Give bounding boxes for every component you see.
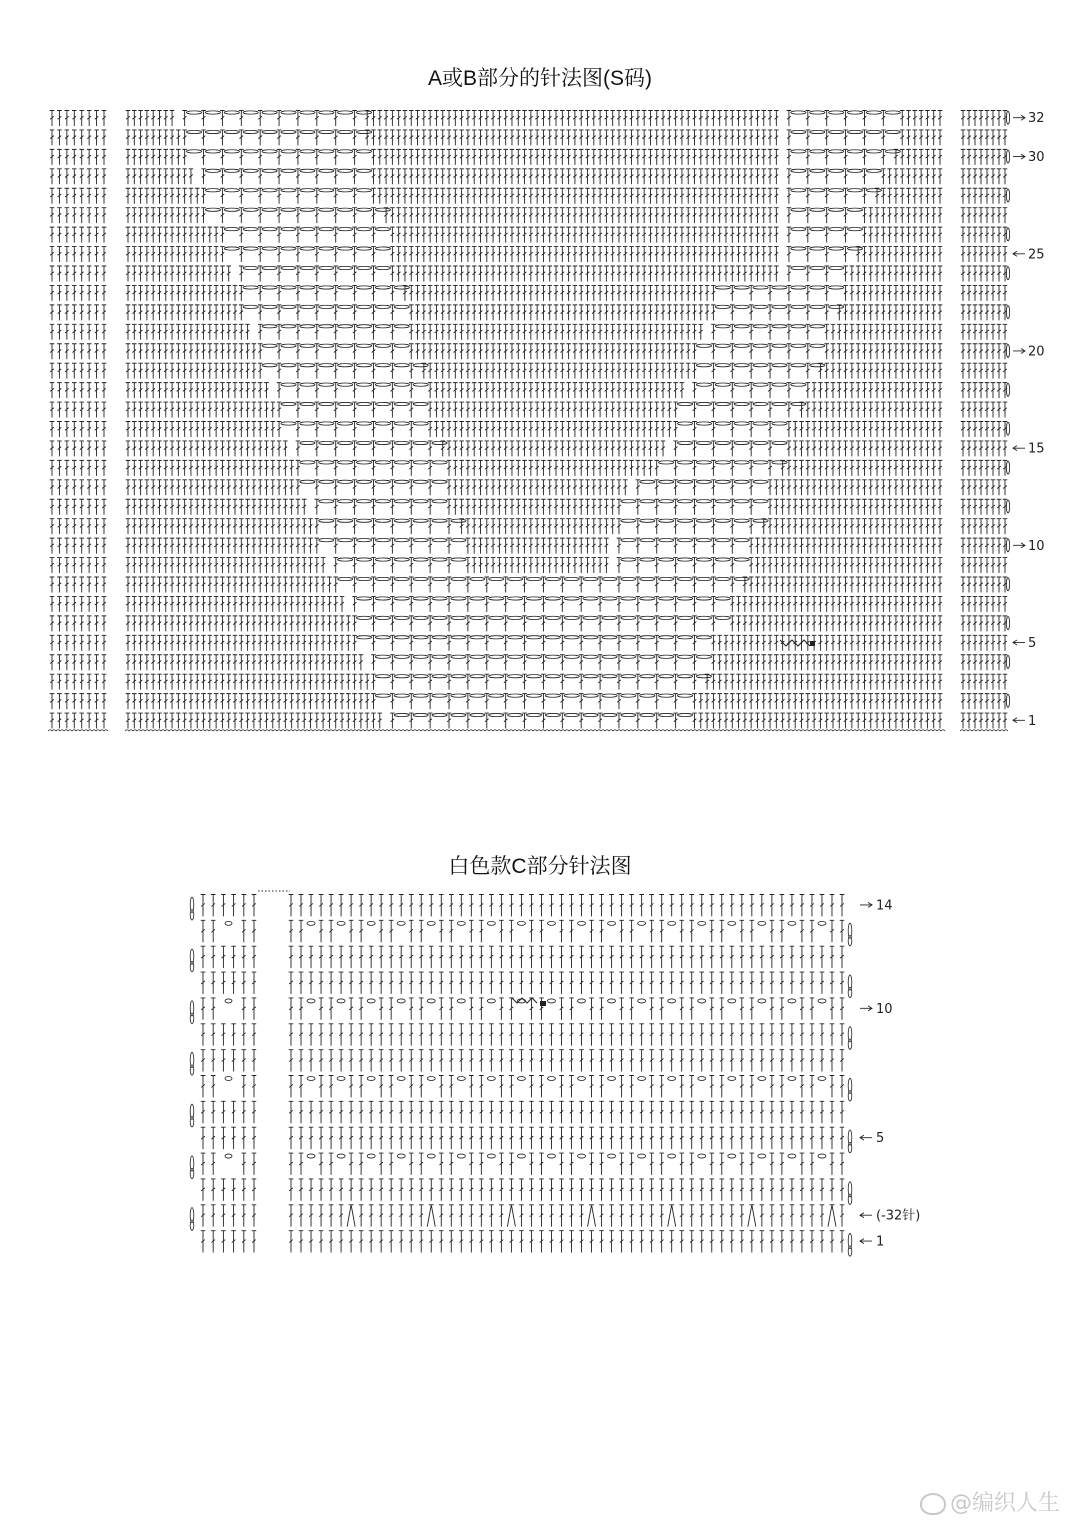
row-label: 30 bbox=[1028, 150, 1045, 166]
chain-stitch bbox=[758, 921, 766, 925]
chain-stitch bbox=[547, 921, 555, 925]
chain-stitch bbox=[638, 1154, 646, 1158]
chain-stitch bbox=[337, 921, 345, 925]
chart-c-title: 白色款C部分针法图 bbox=[448, 855, 632, 878]
chain-stitch bbox=[578, 999, 586, 1003]
chain-stitch bbox=[307, 921, 315, 925]
chain-stitch bbox=[427, 1154, 435, 1158]
chain-stitch bbox=[728, 1154, 736, 1158]
row-label: (-32针) bbox=[876, 1208, 921, 1224]
chain-stitch bbox=[517, 1154, 525, 1158]
decrease-stitch bbox=[668, 1205, 676, 1227]
arrow-left-icon bbox=[860, 1239, 872, 1244]
chain-stitch bbox=[225, 999, 232, 1003]
chain-stitch bbox=[788, 999, 796, 1003]
chain-stitch bbox=[547, 1077, 555, 1081]
decrease-stitch bbox=[588, 1205, 596, 1227]
chain-stitch bbox=[668, 921, 676, 925]
arrow-left-icon bbox=[860, 1135, 872, 1140]
turning-chain bbox=[190, 1013, 194, 1023]
chain-stitch bbox=[608, 1077, 616, 1081]
chain-stitch bbox=[728, 921, 736, 925]
chain-stitch bbox=[397, 1154, 405, 1158]
row-label: 5 bbox=[1028, 636, 1037, 652]
chain-stitch bbox=[788, 1154, 796, 1158]
chain-stitch bbox=[668, 999, 676, 1003]
chain-stitch bbox=[517, 921, 525, 925]
chain-stitch bbox=[397, 999, 405, 1003]
chain-stitch bbox=[487, 1154, 495, 1158]
chain-stitch bbox=[367, 1077, 375, 1081]
turning-chain bbox=[848, 1142, 852, 1152]
row-label: 32 bbox=[1028, 111, 1045, 127]
chain-stitch bbox=[547, 1154, 555, 1158]
turning-chain bbox=[190, 1117, 194, 1127]
chain-stitch bbox=[818, 1077, 826, 1081]
chain-stitch bbox=[638, 999, 646, 1003]
row-label: 1 bbox=[876, 1234, 885, 1250]
chain-stitch bbox=[225, 1154, 232, 1158]
chain-stitch bbox=[698, 921, 706, 925]
chain-stitch bbox=[337, 1154, 345, 1158]
decrease-stitch bbox=[828, 1205, 836, 1227]
chain-stitch bbox=[698, 1154, 706, 1158]
row-label: 10 bbox=[876, 1001, 893, 1017]
chain-stitch bbox=[307, 1154, 315, 1158]
chain-stitch bbox=[758, 1077, 766, 1081]
chain-stitch bbox=[547, 999, 555, 1003]
chain-stitch bbox=[367, 999, 375, 1003]
turning-chain bbox=[190, 1065, 194, 1075]
chain-stitch bbox=[457, 1154, 465, 1158]
chain-stitch bbox=[337, 1077, 345, 1081]
watermark-text: @编织人生 bbox=[949, 1491, 1060, 1516]
chain-stitch bbox=[668, 1154, 676, 1158]
row-label: 20 bbox=[1028, 344, 1045, 360]
join-marker-dot bbox=[540, 1001, 546, 1006]
weibo-icon bbox=[920, 1493, 946, 1515]
chain-stitch bbox=[337, 999, 345, 1003]
turning-chain bbox=[190, 1168, 194, 1178]
decrease-stitch bbox=[347, 1205, 355, 1227]
chain-stitch bbox=[225, 1077, 232, 1081]
chain-stitch bbox=[367, 921, 375, 925]
row-label: 14 bbox=[876, 898, 893, 914]
chain-stitch bbox=[578, 1077, 586, 1081]
chain-stitch bbox=[608, 921, 616, 925]
chain-stitch bbox=[638, 1077, 646, 1081]
turning-chain bbox=[848, 1194, 852, 1204]
row-label: 25 bbox=[1028, 247, 1045, 263]
chain-stitch bbox=[487, 1077, 495, 1081]
row-label: 5 bbox=[876, 1131, 885, 1147]
turning-chain bbox=[848, 936, 852, 946]
chain-stitch bbox=[728, 1077, 736, 1081]
watermark bbox=[920, 1486, 1060, 1517]
chain-stitch bbox=[367, 1154, 375, 1158]
chain-stitch bbox=[728, 999, 736, 1003]
arrow-left-icon bbox=[860, 1213, 872, 1218]
chain-stitch bbox=[788, 1077, 796, 1081]
arrow-right-icon bbox=[860, 1006, 872, 1011]
turning-chain bbox=[190, 961, 194, 971]
row-label: 15 bbox=[1028, 441, 1045, 457]
chain-stitch bbox=[517, 1077, 525, 1081]
chart-a-title: A或B部分的针法图(S码) bbox=[427, 67, 652, 90]
chain-stitch bbox=[578, 921, 586, 925]
chain-stitch bbox=[608, 999, 616, 1003]
chain-stitch bbox=[397, 1077, 405, 1081]
chain-stitch bbox=[307, 1077, 315, 1081]
chain-stitch bbox=[698, 1077, 706, 1081]
chain-stitch bbox=[427, 1077, 435, 1081]
decrease-stitch bbox=[507, 1205, 515, 1227]
turning-chain bbox=[848, 1246, 852, 1256]
chain-stitch bbox=[397, 921, 405, 925]
chain-stitch bbox=[788, 921, 796, 925]
chart-c-stitches bbox=[190, 891, 852, 1256]
chain-stitch bbox=[427, 999, 435, 1003]
chain-stitch bbox=[818, 921, 826, 925]
turning-chain bbox=[190, 1220, 194, 1230]
chain-stitch bbox=[758, 1154, 766, 1158]
chain-stitch bbox=[457, 1077, 465, 1081]
chain-stitch bbox=[698, 999, 706, 1003]
chain-stitch bbox=[487, 999, 495, 1003]
chain-stitch bbox=[578, 1154, 586, 1158]
turning-chain bbox=[848, 1039, 852, 1049]
chain-stitch bbox=[818, 1154, 826, 1158]
turning-chain bbox=[190, 910, 194, 920]
chain-stitch bbox=[638, 921, 646, 925]
chain-stitch bbox=[818, 999, 826, 1003]
row-label: 1 bbox=[1028, 713, 1037, 729]
chain-stitch bbox=[307, 999, 315, 1003]
chain-stitch bbox=[225, 921, 232, 925]
chart-c-row-labels bbox=[860, 898, 920, 1249]
chain-stitch bbox=[608, 1154, 616, 1158]
decrease-stitch bbox=[748, 1205, 756, 1227]
chain-stitch bbox=[427, 921, 435, 925]
chain-stitch bbox=[487, 921, 495, 925]
chain-stitch bbox=[668, 1077, 676, 1081]
row-label: 10 bbox=[1028, 538, 1045, 554]
arrow-right-icon bbox=[860, 902, 872, 907]
decrease-stitch bbox=[427, 1205, 435, 1227]
chain-stitch bbox=[457, 999, 465, 1003]
turning-chain bbox=[848, 987, 852, 997]
double-crochet-stitches bbox=[201, 895, 845, 1253]
chain-stitch bbox=[758, 999, 766, 1003]
chain-stitch bbox=[457, 921, 465, 925]
turning-chain bbox=[848, 1091, 852, 1101]
